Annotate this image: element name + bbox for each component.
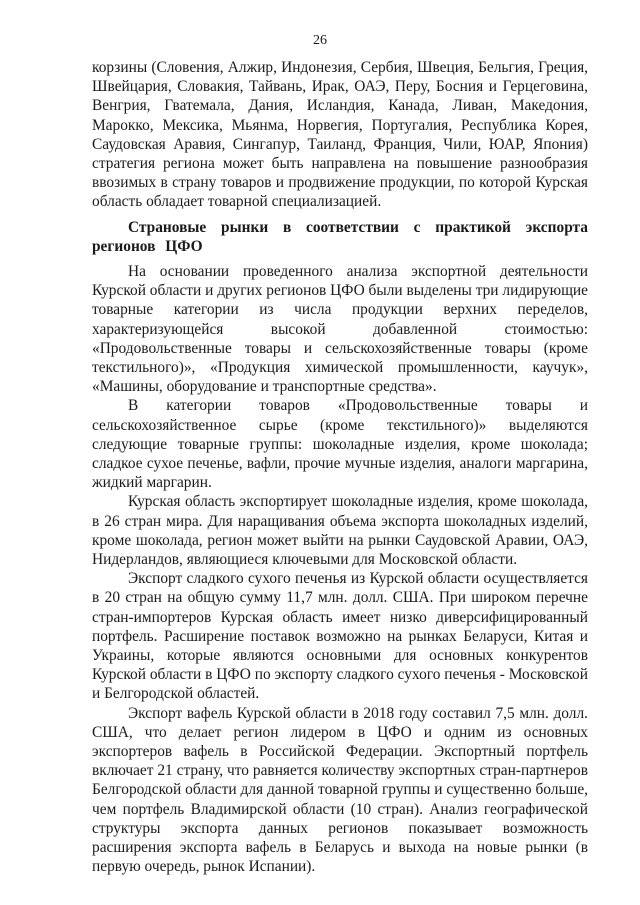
paragraph: Курская область экспортирует шоколадные изделия, кроме шоколада, в 26 стран мира. Для наращивания объема экспорта шоколадных изделий, кроме шоколада, регион может выйти на рынки Саудовской Аравии, ОАЭ, Нидерландов, являющиеся ключевыми для Московской области.: [92, 493, 588, 569]
paragraph: На основании проведенного анализа экспортной деятельности Курской области и других регионов ЦФО были выделены три лидирующие товарные категории из числа продукции верхних переделов, характеризующейся высокой добавленной стоимостью: «Продовольственные товары и сельскохозяйственные товары (кроме текстильного)», «Продукция химической промышленности, каучук», «Машины, оборудование и транспортные средства».: [92, 263, 588, 396]
paragraph: Экспорт вафель Курской области в 2018 году составил 7,5 млн. долл. США, что делает регион лидером в ЦФО и одним из основных экспортеров вафель в Российской Федерации. Экспортный портфель включает 21 страну, что равняется количеству экспортных стран-партнеров Белгородской области для данной товарной группы и существенно больше, чем портфель Владимирской области (10 стран). Анализ географической структуры экспорта данных регионов показывает возможность расширения экспорта вафель в Беларусь и выхода на новые рынки (в первую очередь, рынок Испании).: [92, 704, 588, 876]
paragraph: корзины (Словения, Алжир, Индонезия, Сербия, Швеция, Бельгия, Греция, Швейцария, Словакия, Тайвань, Ирак, ОАЭ, Перу, Босния и Герцеговина, Венгрия, Гватемала, Дания, Исландия, Канада, Ливан, Македония, Марокко, Мексика, Мьянма, Норвегия, Португалия, Республика Корея, Саудовская Аравия, Сингапур, Таиланд, Франция, Чили, ЮАР, Япония) стратегия региона может быть направлена на повышение разнообразия ввозимых в страну товаров и продвижение продукции, по которой Курская область обладает товарной специализацией.: [92, 59, 588, 211]
text-block-top: [92, 58, 588, 212]
paragraph: В категории товаров «Продовольственные товары и сельскохозяйственное сырье (кроме текстильного)» выделяются следующие товарные группы: шоколадные изделия, кроме шоколада; сладкое сухое печенье, вафли, прочие мучные изделия, аналоги маргарина, жидкий маргарин.: [92, 397, 588, 492]
page-number: 26: [313, 33, 327, 48]
paragraph: Экспорт сладкого сухого печенья из Курской области осуществляется в 20 стран на общую сумму 11,7 млн. долл. США. При широком перечне стран-импортеров Курская область имеет низко диверсифицированный портфель. Расширение поставок возможно на рынках Беларуси, Китая и Украины, которые являются основными для основных конкурентов Курской области в ЦФО по экспорту сладкого сухого печенья - Московской и Белгородской областей.: [92, 570, 588, 703]
section-heading-block: [92, 218, 588, 256]
text-block-main: [92, 262, 588, 877]
section-heading: Страновые рынки в соответствии с практикой экспорта регионов ЦФО: [92, 219, 588, 256]
